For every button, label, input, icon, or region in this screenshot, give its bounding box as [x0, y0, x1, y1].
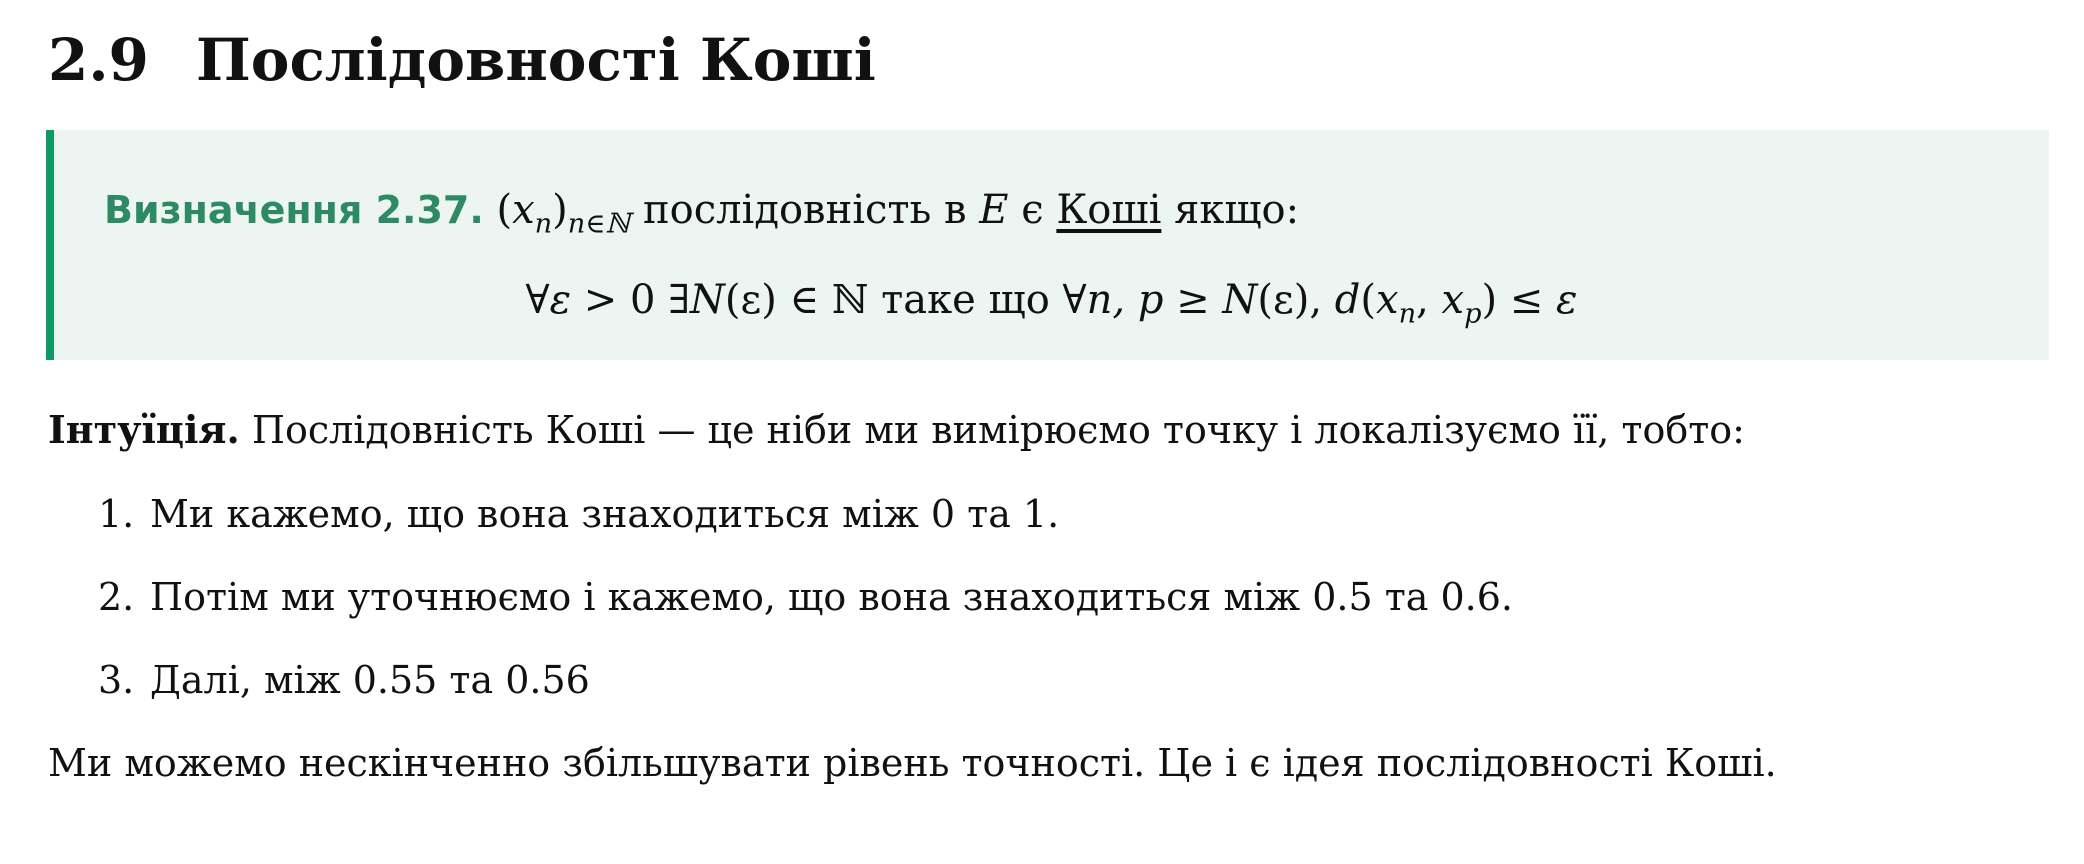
defined-term: Коші	[1056, 187, 1162, 233]
list-item	[98, 652, 1513, 735]
intuition-text: Послідовність Коші — це ніби ми вимірюємо точку і локалізуємо її, тобто:	[251, 408, 1745, 452]
section-number: 2.9	[48, 26, 149, 94]
steps-list	[98, 486, 1513, 735]
sequence-notation: $(x_n)_{n\in ℕ}$	[496, 187, 631, 240]
section-title: Послідовності Коші	[196, 26, 876, 94]
list-item-number: 2.	[98, 575, 135, 619]
definition-label: Визначення 2.37.	[104, 188, 484, 232]
list-item-text: Ми кажемо, що вона знаходиться між 0 та 1.	[150, 492, 1060, 536]
list-item	[98, 486, 1513, 569]
definition-formula: ∀ε > 0 ∃N(ε) ∈ ℕ таке що ∀n, p ≥ N(ε), $d(x_n$, $x_p) \le \varepsilon$	[525, 277, 1578, 330]
definition-box	[46, 130, 2049, 360]
list-item-text: Потім ми уточнюємо і кажемо, що вона знаходиться між 0.5 та 0.6.	[150, 575, 1513, 619]
list-item-number: 1.	[98, 492, 135, 536]
intuition-label: Інтуїція.	[48, 407, 240, 452]
definition-statement: Визначення 2.37. $(x_n)_{n\in ℕ}$ послідовність в E є Коші якщо:	[104, 187, 1300, 240]
definition-text: послідовність в	[630, 187, 980, 233]
list-item-number: 3.	[98, 658, 135, 702]
conclusion-paragraph: Ми можемо нескінченно збільшувати рівень точності. Це і є ідея послідовності Коші.	[48, 741, 1777, 785]
list-item-text: Далі, між 0.55 та 0.56	[150, 658, 590, 702]
space-variable: E	[979, 187, 1009, 233]
section-heading	[48, 20, 876, 100]
list-item	[98, 569, 1513, 652]
intuition-paragraph	[48, 402, 1745, 458]
